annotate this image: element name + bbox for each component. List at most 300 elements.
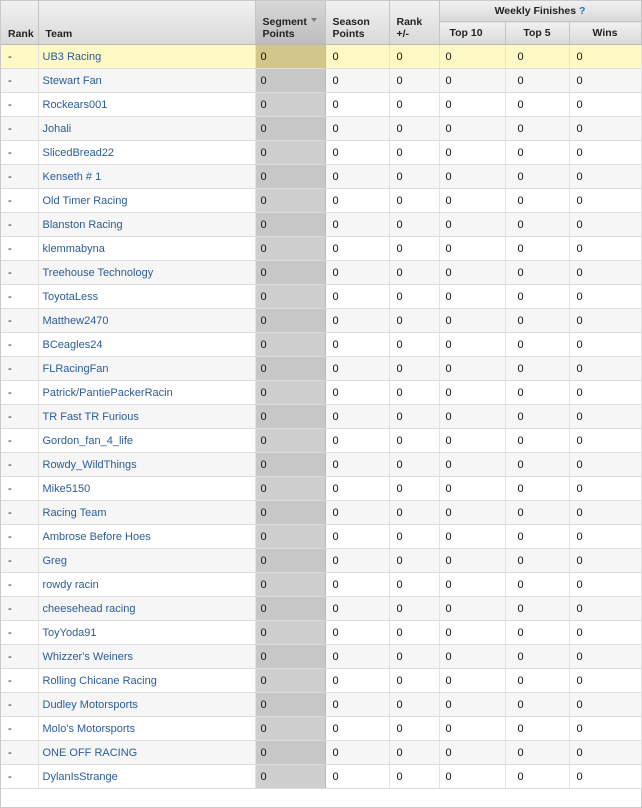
table-row[interactable] — [1, 69, 641, 93]
wins-cell: 0 — [569, 189, 641, 213]
wins-cell: 0 — [569, 381, 641, 405]
team-link[interactable]: cheesehead racing — [38, 597, 255, 621]
wins-cell: 0 — [569, 477, 641, 501]
table-row[interactable] — [1, 453, 641, 477]
table-row[interactable] — [1, 621, 641, 645]
wins-cell: 0 — [569, 405, 641, 429]
team-link[interactable]: Rockears001 — [38, 93, 255, 117]
top5-cell: 0 — [505, 453, 569, 477]
rank-change-cell: 0 — [389, 213, 439, 237]
season-points-cell: 0 — [325, 741, 389, 765]
top5-cell: 0 — [505, 669, 569, 693]
season-points-cell: 0 — [325, 621, 389, 645]
team-link[interactable]: Matthew2470 — [38, 309, 255, 333]
segment-points-cell: 0 — [255, 765, 325, 789]
rank-change-cell: 0 — [389, 333, 439, 357]
rank-cell: - — [1, 213, 38, 237]
table-row[interactable] — [1, 645, 641, 669]
segment-points-cell: 0 — [255, 357, 325, 381]
rank-cell: - — [1, 165, 38, 189]
rank-change-cell: 0 — [389, 189, 439, 213]
top5-cell: 0 — [505, 285, 569, 309]
table-row[interactable] — [1, 189, 641, 213]
table-row[interactable] — [1, 141, 641, 165]
rank-cell: - — [1, 93, 38, 117]
rank-cell: - — [1, 453, 38, 477]
team-header[interactable] — [38, 1, 255, 45]
season-points-header[interactable] — [325, 1, 389, 45]
rank-cell: - — [1, 333, 38, 357]
top10-header-label: Top 10 — [449, 27, 483, 40]
team-link[interactable]: DylanIsStrange — [38, 765, 255, 789]
rank-cell: - — [1, 381, 38, 405]
wins-cell: 0 — [569, 261, 641, 285]
wins-cell: 0 — [569, 741, 641, 765]
wins-cell: 0 — [569, 693, 641, 717]
wins-cell: 0 — [569, 333, 641, 357]
rank-change-cell: 0 — [389, 93, 439, 117]
top5-cell: 0 — [505, 237, 569, 261]
season-points-cell: 0 — [325, 69, 389, 93]
table-row[interactable] — [1, 429, 641, 453]
rank-change-cell: 0 — [389, 645, 439, 669]
top10-cell: 0 — [439, 261, 505, 285]
table-row[interactable] — [1, 357, 641, 381]
team-link[interactable]: Johali — [38, 117, 255, 141]
segment-points-cell: 0 — [255, 333, 325, 357]
season-points-cell: 0 — [325, 189, 389, 213]
table-row[interactable] — [1, 285, 641, 309]
rank-change-cell: 0 — [389, 573, 439, 597]
rank-cell: - — [1, 621, 38, 645]
rank-cell: - — [1, 525, 38, 549]
top10-cell: 0 — [439, 525, 505, 549]
rank-change-cell: 0 — [389, 717, 439, 741]
wins-cell: 0 — [569, 285, 641, 309]
top5-cell: 0 — [505, 501, 569, 525]
season-points-cell: 0 — [325, 453, 389, 477]
table-row[interactable] — [1, 93, 641, 117]
wins-cell: 0 — [569, 669, 641, 693]
team-link[interactable]: ToyYoda91 — [38, 621, 255, 645]
rank-change-cell: 0 — [389, 357, 439, 381]
wins-header-label: Wins — [592, 27, 618, 40]
season-points-cell: 0 — [325, 597, 389, 621]
table-row[interactable] — [1, 45, 641, 69]
rank-header[interactable] — [1, 1, 38, 45]
top5-cell: 0 — [505, 621, 569, 645]
rank-cell: - — [1, 45, 38, 69]
rank-cell: - — [1, 717, 38, 741]
top10-cell: 0 — [439, 357, 505, 381]
season-points-cell: 0 — [325, 117, 389, 141]
top5-cell: 0 — [505, 381, 569, 405]
rank-cell: - — [1, 669, 38, 693]
wins-cell: 0 — [569, 765, 641, 789]
segment-points-cell: 0 — [255, 501, 325, 525]
top10-cell: 0 — [439, 645, 505, 669]
rank-change-cell: 0 — [389, 765, 439, 789]
rank-change-header-line1: Rank — [396, 16, 423, 28]
segment-points-cell: 0 — [255, 549, 325, 573]
wins-cell: 0 — [569, 213, 641, 237]
rank-change-cell: 0 — [389, 429, 439, 453]
rank-change-cell: 0 — [389, 693, 439, 717]
rank-cell: - — [1, 645, 38, 669]
table-row[interactable] — [1, 525, 641, 549]
top5-cell: 0 — [505, 141, 569, 165]
segment-points-cell: 0 — [255, 741, 325, 765]
wins-cell: 0 — [569, 645, 641, 669]
team-link[interactable]: UB3 Racing — [38, 45, 255, 69]
top5-cell: 0 — [505, 717, 569, 741]
top5-cell: 0 — [505, 573, 569, 597]
season-points-cell: 0 — [325, 45, 389, 69]
season-points-cell: 0 — [325, 669, 389, 693]
segment-points-cell: 0 — [255, 621, 325, 645]
top10-cell: 0 — [439, 573, 505, 597]
team-link[interactable]: Blanston Racing — [38, 213, 255, 237]
team-link[interactable]: Patrick/PantiePackerRacin — [38, 381, 255, 405]
segment-points-cell: 0 — [255, 213, 325, 237]
top10-cell: 0 — [439, 477, 505, 501]
top5-cell: 0 — [505, 477, 569, 501]
team-link[interactable]: Rolling Chicane Racing — [38, 669, 255, 693]
rank-cell: - — [1, 429, 38, 453]
top5-cell: 0 — [505, 645, 569, 669]
team-link[interactable]: Rowdy_WildThings — [38, 453, 255, 477]
top10-cell: 0 — [439, 405, 505, 429]
team-link[interactable]: Gordon_fan_4_life — [38, 429, 255, 453]
top10-cell: 0 — [439, 237, 505, 261]
table-row[interactable] — [1, 477, 641, 501]
wins-cell: 0 — [569, 141, 641, 165]
team-link[interactable]: Treehouse Technology — [38, 261, 255, 285]
team-link[interactable]: Old Timer Racing — [38, 189, 255, 213]
rank-cell: - — [1, 357, 38, 381]
top10-cell: 0 — [439, 453, 505, 477]
table-row[interactable] — [1, 405, 641, 429]
rank-cell: - — [1, 237, 38, 261]
season-points-cell: 0 — [325, 261, 389, 285]
top10-cell: 0 — [439, 69, 505, 93]
rank-cell: - — [1, 405, 38, 429]
wins-cell: 0 — [569, 69, 641, 93]
wins-cell: 0 — [569, 717, 641, 741]
top10-cell: 0 — [439, 597, 505, 621]
top5-cell: 0 — [505, 549, 569, 573]
rank-change-cell: 0 — [389, 741, 439, 765]
wins-cell: 0 — [569, 93, 641, 117]
top5-cell: 0 — [505, 189, 569, 213]
segment-points-cell: 0 — [255, 669, 325, 693]
wins-cell: 0 — [569, 117, 641, 141]
top5-cell: 0 — [505, 741, 569, 765]
wins-cell: 0 — [569, 621, 641, 645]
team-link[interactable]: ToyotaLess — [38, 285, 255, 309]
segment-points-cell: 0 — [255, 165, 325, 189]
top5-cell: 0 — [505, 45, 569, 69]
top10-cell: 0 — [439, 429, 505, 453]
season-points-header-line2: Points — [332, 28, 365, 40]
top10-cell: 0 — [439, 93, 505, 117]
segment-points-cell: 0 — [255, 573, 325, 597]
season-points-cell: 0 — [325, 525, 389, 549]
sort-desc-icon — [311, 18, 317, 22]
season-points-cell: 0 — [325, 237, 389, 261]
segment-points-header-line1: Segment — [262, 16, 307, 28]
rank-change-cell: 0 — [389, 237, 439, 261]
team-link[interactable]: BCeagles24 — [38, 333, 255, 357]
rank-cell: - — [1, 141, 38, 165]
segment-points-cell: 0 — [255, 477, 325, 501]
table-row[interactable] — [1, 741, 641, 765]
table-row[interactable] — [1, 669, 641, 693]
top5-cell: 0 — [505, 357, 569, 381]
table-row[interactable] — [1, 717, 641, 741]
rank-header-label: Rank — [8, 28, 34, 40]
top10-cell: 0 — [439, 141, 505, 165]
segment-points-cell: 0 — [255, 69, 325, 93]
rank-change-cell: 0 — [389, 285, 439, 309]
segment-points-cell: 0 — [255, 117, 325, 141]
rank-cell: - — [1, 765, 38, 789]
table-row[interactable] — [1, 333, 641, 357]
segment-points-cell: 0 — [255, 597, 325, 621]
top5-cell: 0 — [505, 597, 569, 621]
help-icon[interactable]: ? — [579, 5, 586, 18]
rank-change-cell: 0 — [389, 261, 439, 285]
table-row[interactable] — [1, 597, 641, 621]
team-header-label: Team — [45, 28, 73, 40]
top5-cell: 0 — [505, 213, 569, 237]
weekly-finishes-label: Weekly Finishes — [494, 5, 577, 18]
top10-cell: 0 — [439, 165, 505, 189]
top5-cell: 0 — [505, 69, 569, 93]
season-points-cell: 0 — [325, 549, 389, 573]
rank-change-cell: 0 — [389, 165, 439, 189]
team-link[interactable]: SlicedBread22 — [38, 141, 255, 165]
table-row[interactable] — [1, 573, 641, 597]
wins-cell: 0 — [569, 45, 641, 69]
segment-points-header-line2: Points — [262, 28, 295, 40]
table-row[interactable] — [1, 549, 641, 573]
wins-cell: 0 — [569, 525, 641, 549]
season-points-cell: 0 — [325, 93, 389, 117]
top5-cell: 0 — [505, 405, 569, 429]
season-points-cell: 0 — [325, 765, 389, 789]
rank-cell: - — [1, 69, 38, 93]
top10-cell: 0 — [439, 669, 505, 693]
rank-change-cell: 0 — [389, 381, 439, 405]
season-points-cell: 0 — [325, 285, 389, 309]
wins-header[interactable] — [569, 22, 641, 45]
season-points-cell: 0 — [325, 477, 389, 501]
table-row[interactable] — [1, 261, 641, 285]
rank-change-cell: 0 — [389, 621, 439, 645]
segment-points-cell: 0 — [255, 45, 325, 69]
top10-cell: 0 — [439, 285, 505, 309]
rank-cell: - — [1, 597, 38, 621]
top5-cell: 0 — [505, 309, 569, 333]
rank-change-cell: 0 — [389, 549, 439, 573]
top10-cell: 0 — [439, 693, 505, 717]
rank-change-cell: 0 — [389, 45, 439, 69]
team-link[interactable]: Stewart Fan — [38, 69, 255, 93]
wins-cell: 0 — [569, 597, 641, 621]
weekly-finishes-header — [439, 1, 641, 22]
rank-change-cell: 0 — [389, 669, 439, 693]
season-points-cell: 0 — [325, 141, 389, 165]
segment-points-cell: 0 — [255, 285, 325, 309]
segment-points-cell: 0 — [255, 309, 325, 333]
season-points-cell: 0 — [325, 717, 389, 741]
wins-cell: 0 — [569, 573, 641, 597]
standings-table — [1, 1, 642, 789]
team-link[interactable]: FLRacingFan — [38, 357, 255, 381]
table-row[interactable] — [1, 213, 641, 237]
segment-points-cell: 0 — [255, 525, 325, 549]
team-link[interactable]: ONE OFF RACING — [38, 741, 255, 765]
top5-cell: 0 — [505, 525, 569, 549]
rank-change-cell: 0 — [389, 117, 439, 141]
rank-cell: - — [1, 477, 38, 501]
top5-cell: 0 — [505, 261, 569, 285]
table-row[interactable] — [1, 117, 641, 141]
rank-cell: - — [1, 741, 38, 765]
top5-header-label: Top 5 — [523, 27, 551, 40]
wins-cell: 0 — [569, 165, 641, 189]
segment-points-cell: 0 — [255, 93, 325, 117]
team-link[interactable]: TR Fast TR Furious — [38, 405, 255, 429]
team-link[interactable]: klemmabyna — [38, 237, 255, 261]
segment-points-cell: 0 — [255, 429, 325, 453]
rank-cell: - — [1, 117, 38, 141]
rank-change-header[interactable] — [389, 1, 439, 45]
team-link[interactable]: Whizzer's Weiners — [38, 645, 255, 669]
season-points-cell: 0 — [325, 573, 389, 597]
team-link[interactable]: Molo's Motorsports — [38, 717, 255, 741]
table-row[interactable] — [1, 381, 641, 405]
rank-change-header-line2: +/- — [396, 28, 410, 40]
top5-cell: 0 — [505, 765, 569, 789]
season-points-cell: 0 — [325, 381, 389, 405]
top10-cell: 0 — [439, 381, 505, 405]
top10-cell: 0 — [439, 765, 505, 789]
table-row[interactable] — [1, 501, 641, 525]
segment-points-cell: 0 — [255, 645, 325, 669]
team-link[interactable]: rowdy racin — [38, 573, 255, 597]
rank-change-cell: 0 — [389, 453, 439, 477]
top10-cell: 0 — [439, 213, 505, 237]
top5-cell: 0 — [505, 333, 569, 357]
season-points-cell: 0 — [325, 165, 389, 189]
top5-cell: 0 — [505, 93, 569, 117]
segment-points-cell: 0 — [255, 141, 325, 165]
top5-header[interactable] — [505, 22, 569, 45]
season-points-cell: 0 — [325, 333, 389, 357]
season-points-cell: 0 — [325, 405, 389, 429]
team-link[interactable]: Greg — [38, 549, 255, 573]
segment-points-cell: 0 — [255, 237, 325, 261]
top10-cell: 0 — [439, 621, 505, 645]
season-points-cell: 0 — [325, 309, 389, 333]
season-points-cell: 0 — [325, 429, 389, 453]
rank-change-cell: 0 — [389, 309, 439, 333]
segment-points-cell: 0 — [255, 189, 325, 213]
rank-cell: - — [1, 285, 38, 309]
wins-cell: 0 — [569, 429, 641, 453]
top5-cell: 0 — [505, 429, 569, 453]
season-points-header-line1: Season — [332, 16, 370, 28]
top10-cell: 0 — [439, 501, 505, 525]
top10-cell: 0 — [439, 741, 505, 765]
top10-cell: 0 — [439, 117, 505, 141]
rank-cell: - — [1, 189, 38, 213]
wins-cell: 0 — [569, 549, 641, 573]
segment-points-header[interactable] — [255, 1, 325, 45]
table-row[interactable] — [1, 309, 641, 333]
rank-change-cell: 0 — [389, 141, 439, 165]
top5-cell: 0 — [505, 117, 569, 141]
rank-change-cell: 0 — [389, 69, 439, 93]
rank-cell: - — [1, 693, 38, 717]
segment-points-cell: 0 — [255, 405, 325, 429]
top10-cell: 0 — [439, 189, 505, 213]
segment-points-cell: 0 — [255, 453, 325, 477]
segment-points-cell: 0 — [255, 381, 325, 405]
rank-change-cell: 0 — [389, 597, 439, 621]
rank-cell: - — [1, 261, 38, 285]
top10-header[interactable] — [439, 22, 505, 45]
top10-cell: 0 — [439, 717, 505, 741]
rank-cell: - — [1, 573, 38, 597]
top10-cell: 0 — [439, 309, 505, 333]
wins-cell: 0 — [569, 309, 641, 333]
team-link[interactable]: Ambrose Before Hoes — [38, 525, 255, 549]
segment-points-cell: 0 — [255, 717, 325, 741]
top10-cell: 0 — [439, 333, 505, 357]
segment-points-cell: 0 — [255, 261, 325, 285]
rank-change-cell: 0 — [389, 501, 439, 525]
rank-change-cell: 0 — [389, 405, 439, 429]
segment-points-cell: 0 — [255, 693, 325, 717]
team-link[interactable]: Racing Team — [38, 501, 255, 525]
wins-cell: 0 — [569, 453, 641, 477]
team-link[interactable]: Mike5150 — [38, 477, 255, 501]
top5-cell: 0 — [505, 165, 569, 189]
team-link[interactable]: Dudley Motorsports — [38, 693, 255, 717]
table-row[interactable] — [1, 237, 641, 261]
wins-cell: 0 — [569, 237, 641, 261]
season-points-cell: 0 — [325, 645, 389, 669]
table-row[interactable] — [1, 165, 641, 189]
season-points-cell: 0 — [325, 501, 389, 525]
wins-cell: 0 — [569, 357, 641, 381]
top10-cell: 0 — [439, 549, 505, 573]
wins-cell: 0 — [569, 501, 641, 525]
season-points-cell: 0 — [325, 213, 389, 237]
table-row[interactable] — [1, 765, 641, 789]
top5-cell: 0 — [505, 693, 569, 717]
team-link[interactable]: Kenseth # 1 — [38, 165, 255, 189]
rank-cell: - — [1, 549, 38, 573]
rank-cell: - — [1, 501, 38, 525]
table-row[interactable] — [1, 693, 641, 717]
season-points-cell: 0 — [325, 357, 389, 381]
season-points-cell: 0 — [325, 693, 389, 717]
rank-cell: - — [1, 309, 38, 333]
